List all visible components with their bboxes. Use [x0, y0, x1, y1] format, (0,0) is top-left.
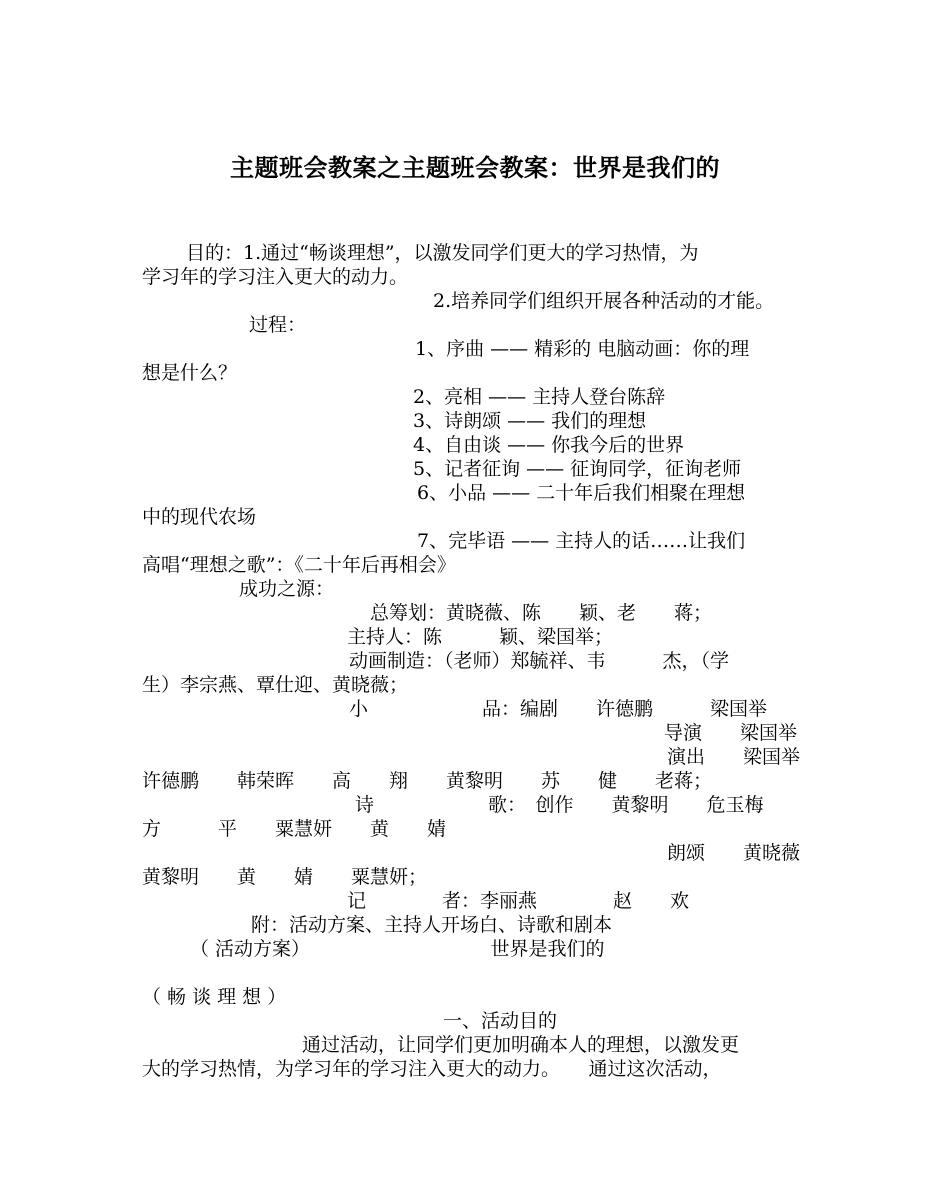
process-item-2: 2、亮相 —— 主持人登台陈辞 — [413, 386, 666, 408]
credits-skit-cast-cont: 许德鹏 韩荣晖 高 翔 黄黎明 苏 健 老蒋； — [142, 770, 713, 792]
credits-animation: 动画制造：（老师）郑毓祥、韦 杰，（学 — [349, 650, 730, 672]
process-item-7: 7、完毕语 —— 主持人的话……让我们 — [417, 530, 746, 552]
credits-skit-cast: 演出 梁国举 — [667, 746, 801, 768]
process-item-1: 1、序曲 —— 精彩的 电脑动画：你的理 — [415, 338, 750, 360]
credits-animation-cont: 生）李宗燕、覃仕迎、黄晓薇； — [142, 674, 409, 696]
credits-poem-cont: 方 平 粟慧妍 黄 婧 — [142, 818, 447, 840]
credits-heading: 成功之源： — [239, 578, 335, 600]
section-body-line-2: 大的学习热情，为学习年的学习注入更大的动力。 通过这次活动， — [142, 1058, 722, 1080]
process-item-4: 4、自由谈 —— 你我今后的世界 — [413, 434, 685, 456]
process-item-1-cont: 想是什么？ — [142, 362, 238, 384]
process-heading: 过程： — [249, 314, 307, 336]
process-item-6-cont: 中的现代农场 — [142, 506, 257, 528]
plan-subtitle: （ 畅 谈 理 想 ） — [142, 986, 287, 1008]
credits-recitation: 朗颂 黄晓薇 — [667, 842, 801, 864]
credits-recitation-cont: 黄黎明 黄 婧 粟慧妍； — [142, 866, 428, 888]
section-heading-purpose: 一、活动目的 — [443, 1010, 558, 1032]
plan-heading: （ 活动方案） 世界是我们的 — [190, 938, 605, 960]
credits-poem: 诗 歌： 创作 黄黎明 危玉梅 — [355, 794, 764, 816]
purpose-line-2: 学习年的学习注入更大的动力。 — [142, 266, 409, 288]
purpose-line-1: 目的：1.通过“畅谈理想”，以激发同学们更大的学习热情，为 — [186, 242, 699, 264]
credits-reporter: 记 者：李丽燕 赵 欢 — [347, 890, 690, 912]
credits-host: 主持人：陈 颖、梁国举； — [347, 626, 614, 648]
credits-skit-director: 导演 梁国举 — [664, 722, 798, 744]
purpose-line-3: 2.培养同学们组织开展各种活动的才能。 — [433, 290, 775, 312]
process-item-3: 3、诗朗颂 —— 我们的理想 — [413, 410, 647, 432]
process-item-5: 5、记者征询 —— 征询同学，征询老师 — [413, 458, 742, 480]
credits-skit: 小 品：编剧 许德鹏 梁国举 — [349, 698, 768, 720]
document-title: 主题班会教案之主题班会教案：世界是我们的 — [230, 153, 720, 183]
process-item-6: 6、小品 —— 二十年后我们相聚在理想 — [417, 482, 746, 504]
credits-planner: 总筹划：黄晓薇、陈 颖、老 蒋； — [370, 602, 713, 624]
process-item-7-cont: 高唱“理想之歌”：《二十年后再相会》 — [142, 554, 456, 576]
appendix-note: 附：活动方案、主持人开场白、诗歌和剧本 — [251, 914, 613, 936]
section-body-line-1: 通过活动，让同学们更加明确本人的理想，以激发更 — [302, 1034, 740, 1056]
